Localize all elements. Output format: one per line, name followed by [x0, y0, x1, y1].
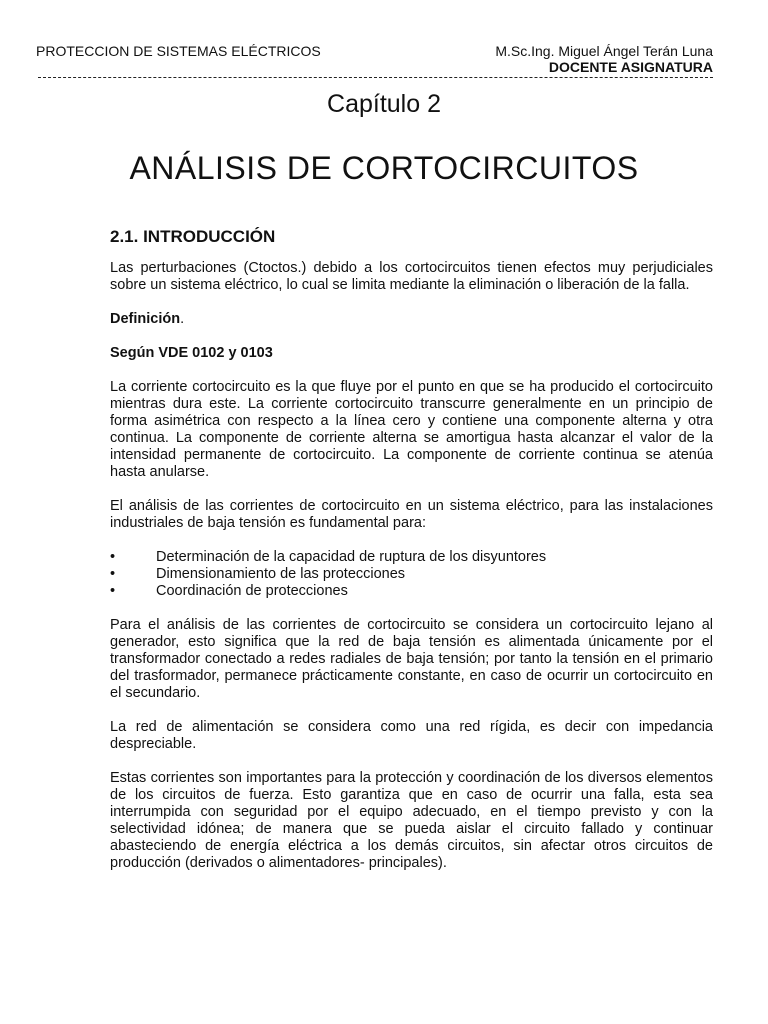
header-divider	[38, 77, 713, 78]
paragraph-importance: Estas corrientes son importantes para la protección y coordinación de los diversos elementos de los circuitos de fuerza. Esto garantiza que en caso de ocurrir una falla, esta sea interrumpida con seguridad por el equipo adecuado, en el tiempo previsto y con la selectividad idónea; de manera que se pueda aislar el circuito fallado y continuar abasteciendo de energía eléctrica a los demás circuitos, sin afectar otros circuitos de producción (derivados o alimentadores- principales).	[110, 770, 713, 871]
header-author: M.Sc.Ing. Miguel Ángel Terán Luna	[495, 43, 713, 59]
definition-period: .	[180, 311, 185, 327]
paragraph-rigid-network: La red de alimentación se considera como una red rígida, es decir con impedancia despreciable.	[110, 719, 713, 752]
paragraph-remote-short-circuit: Para el análisis de las corrientes de cortocircuito se considera un cortocircuito lejano al generador, esto significa que la red de baja tensión es alimentada únicamente por el transformador conectado a redes radiales de baja tensión; por tanto la tensión en el primario del trasformador, permanece prácticamente constante, en caso de ocurrir un cortocircuito en el secundario.	[110, 617, 713, 701]
chapter-title: ANÁLISIS DE CORTOCIRCUITOS	[129, 150, 639, 186]
definition-line	[110, 311, 713, 328]
bullet-icon: •	[110, 549, 116, 565]
document-body	[110, 228, 713, 872]
list-item	[110, 566, 713, 583]
header-course-title: PROTECCION DE SISTEMAS ELÉCTRICOS	[36, 43, 321, 59]
list-item-text: Dimensionamiento de las protecciones	[156, 566, 406, 582]
list-item-text: Coordinación de protecciones	[156, 583, 348, 599]
list-item	[110, 549, 713, 566]
header-author-block	[495, 43, 713, 75]
bullet-icon: •	[110, 566, 116, 582]
paragraph-intro: Las perturbaciones (Ctoctos.) debido a los cortocircuitos tienen efectos muy perjudiciales sobre un sistema eléctrico, lo cual se limita mediante la eliminación o liberación de la falla.	[110, 260, 713, 293]
paragraph-definition: La corriente cortocircuito es la que fluye por el punto en que se ha producido el cortocircuito mientras dura este. La corriente cortocircuito transcurre generalmente en un principio de forma asimétrica con respecto a la línea cero y contiene una componente alterna y otra continua. La componente de corriente alterna se amortigua hasta alcanzar el valor de la intensidad permanente de cortocircuito. La componente de corriente continua se atenúa hasta anularse.	[110, 379, 713, 480]
paragraph-analysis-purpose: El análisis de las corrientes de cortocircuito en un sistema eléctrico, para las instalaciones industriales de baja tensión es fundamental para:	[110, 498, 713, 531]
standard-reference: Según VDE 0102 y 0103	[110, 345, 273, 361]
header-role: DOCENTE ASIGNATURA	[548, 59, 713, 75]
list-item	[110, 583, 713, 600]
bullet-icon: •	[110, 583, 116, 599]
definition-label: Definición	[110, 311, 181, 327]
chapter-label: Capítulo 2	[327, 90, 441, 118]
list-item-text: Determinación de la capacidad de ruptura de los disyuntores	[156, 549, 547, 565]
section-heading: 2.1. INTRODUCCIÓN	[110, 227, 276, 246]
purpose-list	[110, 549, 713, 600]
